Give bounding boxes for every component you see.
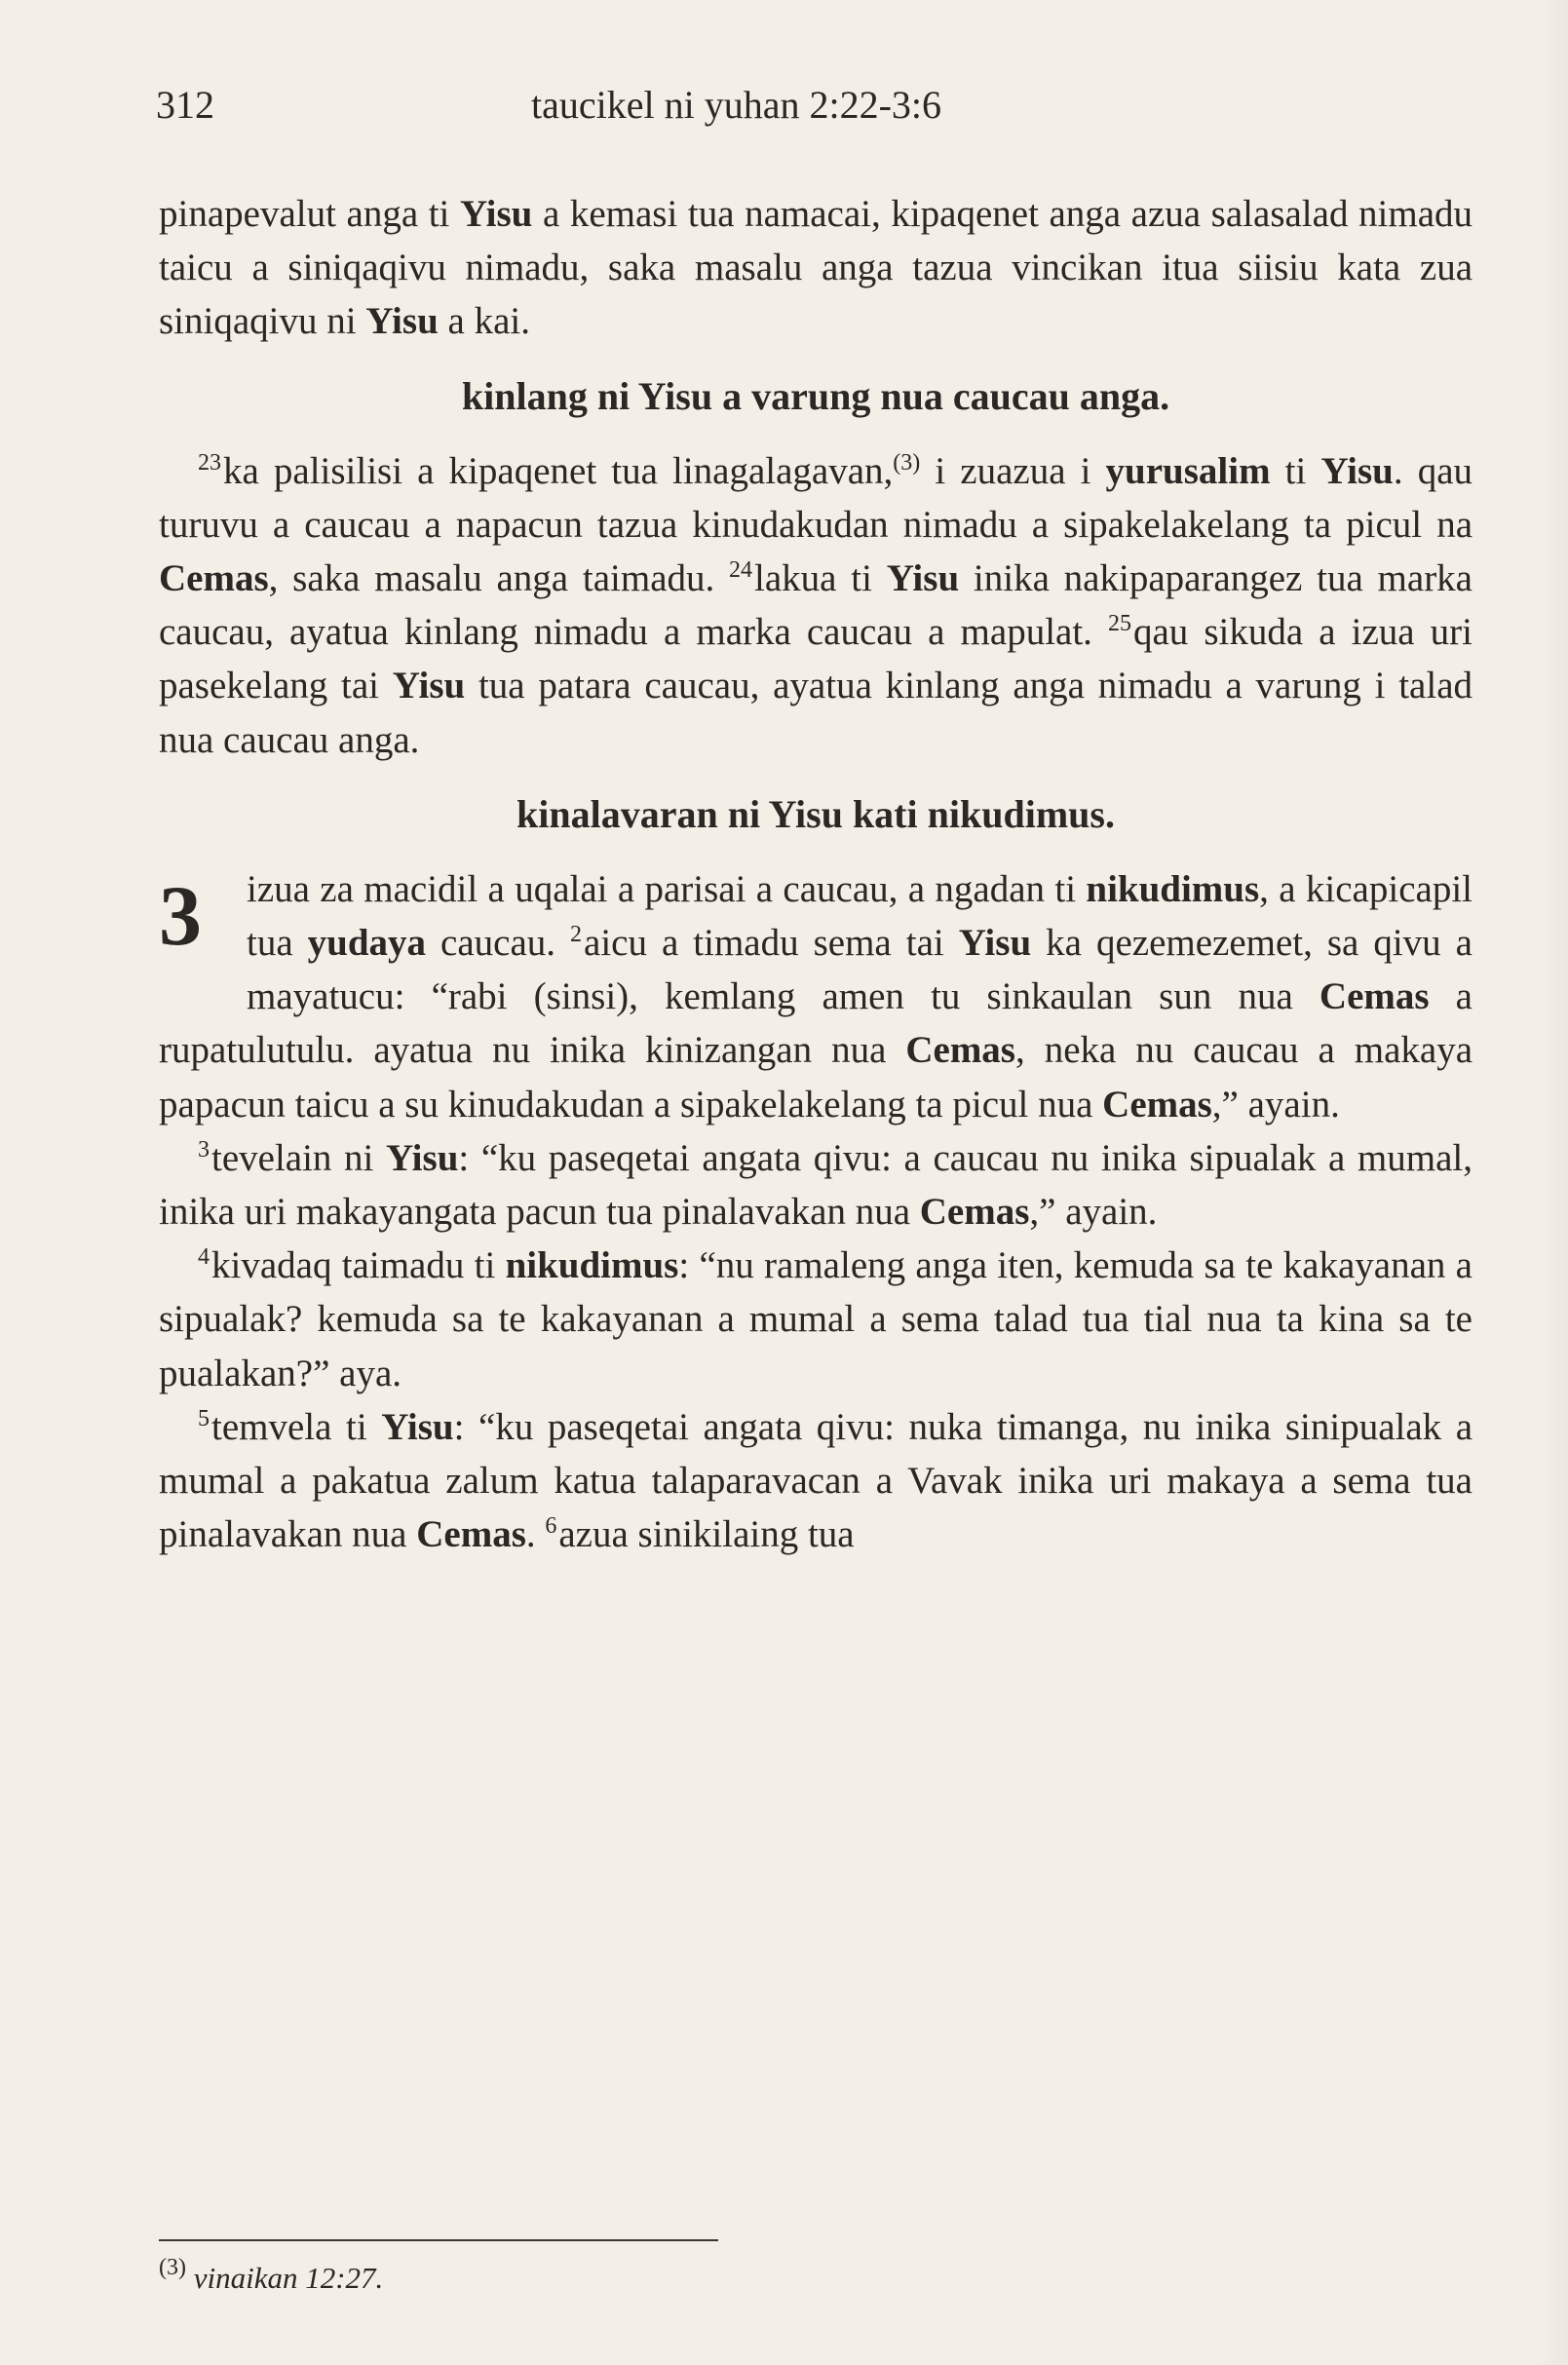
main-text xyxy=(159,187,1472,1561)
section-heading: kinalavaran ni Yisu kati nikudimus. xyxy=(516,791,1115,836)
paragraph: $^4$kivadaq taimadu ti nikudimus: “nu ramaleng anga iten, kemuda sa te kakayanan a sipualak? kemuda sa te kakayanan a mumal a sema talad tua tial nua ta kina sa te pualakan?” aya. xyxy=(159,1244,1472,1394)
verse-number: 5 xyxy=(198,1405,210,1431)
paragraph-chapter-start: 3 izua za macidil a uqalai a parisai a caucau, a ngadan ti nikudimus, a kicapicapil tua yudaya caucau. $^2$aicu a timadu sema tai Yisu ka qezemezemet, sa qivu a mayatucu: “rabi (sinsi), kemlang amen tu sinkaulan sun nua Cemas a rupatulutulu. ayatua nu inika kinizangan nua Cemas, neka nu caucau a makaya papacun taicu a su kinudakudan a sipakelakelang ta picul nua Cemas,” ayain. xyxy=(159,867,1473,1125)
footnote-reference[interactable]: (3) xyxy=(893,449,921,476)
footnote-text: vinaikan 12:27. xyxy=(185,2261,384,2295)
footnote-rule xyxy=(159,2239,718,2241)
footnote xyxy=(159,2255,384,2298)
verse-number: 3 xyxy=(198,1136,210,1163)
section-heading: kinlang ni Yisu a varung nua caucau anga. xyxy=(461,373,1170,418)
book-reference: taucikel ni yuhan 2:22-3:6 xyxy=(531,83,942,127)
paragraph: $^5$temvela ti Yisu: “ku paseqetai angata qivu: nuka timanga, nu inika sinipualak a mumal a pakatua zalum katua talaparavacan a Vavak inika uri makaya a sema tua pinalavakan nua Cemas. $^6$azua sinikilaing tua xyxy=(159,1405,1473,1556)
paragraph: $^{23}$ka palisilisi a kipaqenet tua linagalagavan,$^{(3)}$ i zuazua i yurusalim ti Yisu. qau turuvu a caucau a napacun tazua kinudakudan nimadu a sipakelakelang ta picul na Cemas, saka masalu anga taimadu. $^{24}$lakua ti Yisu inika nakipaparangez tua marka caucau, ayatua kinlang nimadu a marka caucau a mapulat. $^{25}$qau sikuda a izua uri pasekelang tai Yisu tua patara caucau, ayatua kinlang anga nimadu a varung i talad nua caucau anga. xyxy=(159,449,1473,761)
verse-number: 6 xyxy=(545,1513,557,1540)
verse-number: 2 xyxy=(570,922,583,948)
running-head xyxy=(156,82,1462,140)
verse-number: 4 xyxy=(198,1244,210,1271)
page-number: 312 xyxy=(156,83,214,127)
paragraph: $^3$tevelain ni Yisu: “ku paseqetai angata qivu: a caucau nu inika sipualak a mumal, inika uri makayangata pacun tua pinalavakan nua Cemas,” ayain. xyxy=(159,1136,1472,1234)
page-edge xyxy=(1539,0,1568,2365)
verse-number: 24 xyxy=(729,557,753,584)
footnote-marker: (3) xyxy=(159,2255,186,2280)
paragraph-continuation: pinapevalut anga ti Yisu a kemasi tua namacai, kipaqenet anga azua salasalad nimadu taicu a siniqaqivu nimadu, saka masalu anga tazua vincikan itua siisiu kata zua siniqaqivu ni Yisu a kai. xyxy=(159,193,1473,343)
chapter-number: 3 xyxy=(159,868,202,964)
verse-number: 23 xyxy=(198,449,221,476)
verse-number: 25 xyxy=(1108,611,1131,637)
